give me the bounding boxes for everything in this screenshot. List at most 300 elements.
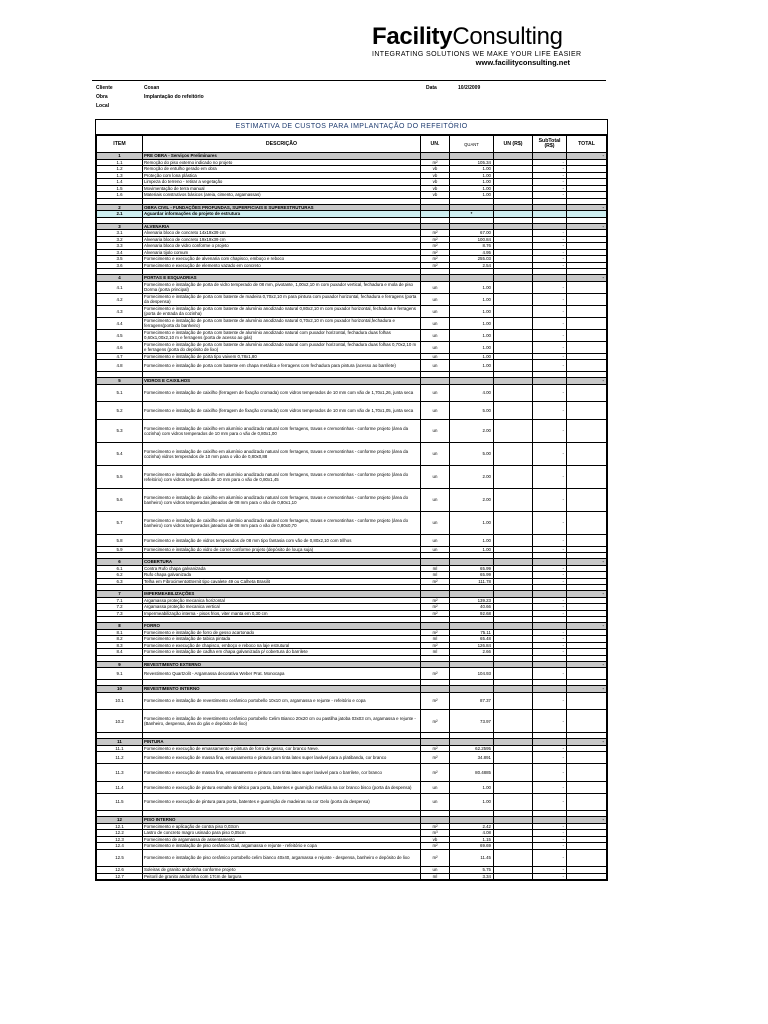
- total-cell: -: [567, 153, 607, 160]
- unit-cell: m³: [421, 830, 450, 837]
- item-cell: 8: [97, 623, 143, 630]
- subtotal-cell: -: [533, 836, 567, 843]
- unit-cell: m²: [421, 159, 450, 166]
- item-cell: 4.2: [97, 293, 143, 305]
- item-cell: 10.1: [97, 692, 143, 710]
- subtotal-cell: -: [533, 511, 567, 534]
- unit-cell: m²: [421, 236, 450, 243]
- item-cell: 5.3: [97, 419, 143, 442]
- table-row: [97, 305, 607, 317]
- subtotal-cell: -: [533, 360, 567, 372]
- table-row: [97, 752, 607, 764]
- unit-cell: un: [421, 546, 450, 553]
- subtotal-cell: -: [533, 793, 567, 811]
- brand-tagline: INTEGRATING SOLUTIONS WE MAKE YOUR LIFE EASIER: [372, 51, 582, 58]
- quantity-cell: 5.00: [450, 442, 494, 465]
- subtotal-cell: -: [533, 636, 567, 643]
- item-cell: 3.6: [97, 262, 143, 269]
- unit-cell: m²: [421, 764, 450, 782]
- quantity-cell: 8.76: [450, 243, 494, 250]
- description-cell: Movimentação de terra manual: [143, 185, 421, 192]
- unit-cell: vb: [421, 172, 450, 179]
- subtotal-cell: -: [533, 281, 567, 293]
- total-cell: [567, 793, 607, 811]
- unit-cell: un: [421, 442, 450, 465]
- description-cell: Aguardar informações do projeto de estrutura: [143, 211, 421, 218]
- description-cell: Fornecimento e execução de massa fina, emassamento e pintura com tinta latex super lavável para a platibanda, cor branco: [143, 752, 421, 764]
- total-cell: [567, 764, 607, 782]
- quantity-cell: 2.00: [450, 465, 494, 488]
- quantity-cell: 104.93: [450, 668, 494, 680]
- document-meta: [96, 84, 516, 112]
- item-cell: 9: [97, 661, 143, 668]
- unit-cell: vb: [421, 179, 450, 186]
- unit-cell: un: [421, 781, 450, 793]
- item-cell: 12.6: [97, 867, 143, 874]
- table-row: [97, 534, 607, 546]
- quantity-cell: 65.48: [450, 636, 494, 643]
- description-cell: Fornecimento e execução de pintura para porta, batentes e guarnição de madeiras na cor Gelo (porta da despensa): [143, 793, 421, 811]
- item-cell: 12.1: [97, 823, 143, 830]
- quantity-cell: 126.84: [450, 642, 494, 649]
- description-cell: Alvenaria tijolo comum: [143, 249, 421, 256]
- item-cell: 6: [97, 559, 143, 566]
- data-label: Data: [426, 85, 437, 91]
- unit-cell: un: [421, 867, 450, 874]
- quantity-cell: 1.00: [450, 317, 494, 329]
- description-cell: IMPERMEABILIZAÇÕES: [143, 591, 421, 598]
- subtotal-cell: -: [533, 262, 567, 269]
- quantity-cell: 1.00: [450, 172, 494, 179]
- subtotal-cell: -: [533, 745, 567, 752]
- quantity-cell: 2.54: [450, 262, 494, 269]
- subtotal-cell: -: [533, 249, 567, 256]
- subtotal-cell: -: [533, 572, 567, 579]
- item-cell: 4.8: [97, 360, 143, 372]
- brand-url: www.facilityconsulting.net: [475, 58, 570, 67]
- item-cell: 5: [97, 378, 143, 385]
- item-cell: 5.4: [97, 442, 143, 465]
- quantity-cell: 34.891: [450, 752, 494, 764]
- subtotal-cell: -: [533, 488, 567, 511]
- item-cell: 2: [97, 204, 143, 211]
- quantity-cell: 255.03: [450, 256, 494, 263]
- table-row: [97, 793, 607, 811]
- subtotal-cell: -: [533, 341, 567, 353]
- total-cell: -: [567, 661, 607, 668]
- description-cell: PRE OBRA - Serviços Preliminares: [143, 153, 421, 160]
- subtotal-cell: -: [533, 402, 567, 420]
- quantity-cell: 1.00: [450, 305, 494, 317]
- header-divider: [92, 80, 606, 81]
- item-cell: 1.6: [97, 192, 143, 199]
- subtotal-cell: -: [533, 578, 567, 585]
- quantity-cell: 4.00: [450, 384, 494, 402]
- subtotal-cell: -: [533, 873, 567, 880]
- subtotal-cell: -: [533, 172, 567, 179]
- unit-cell: m²: [421, 668, 450, 680]
- quantity-cell: 1.00: [450, 166, 494, 173]
- item-cell: 7.1: [97, 597, 143, 604]
- table-row: [97, 419, 607, 442]
- item-cell: 11.2: [97, 752, 143, 764]
- unit-price-cell: [494, 402, 533, 420]
- subtotal-cell: -: [533, 604, 567, 611]
- brand-name: FacilityConsulting: [372, 23, 563, 50]
- total-cell: -: [567, 591, 607, 598]
- unit-cell: un: [421, 329, 450, 341]
- total-cell: [567, 488, 607, 511]
- table-row: [97, 488, 607, 511]
- subtotal-cell: -: [533, 843, 567, 850]
- header-quant: QUANT: [450, 136, 494, 153]
- quantity-cell: 1.00: [450, 329, 494, 341]
- description-cell: Fornecimento e execução de emassamento e pintura de forro de gesso, cor branco Neve.: [143, 745, 421, 752]
- item-cell: 11.3: [97, 764, 143, 782]
- unit-cell: un: [421, 305, 450, 317]
- description-cell: Rufo chapa galvanizada: [143, 572, 421, 579]
- subtotal-cell: -: [533, 419, 567, 442]
- quantity-cell: 73.97: [450, 710, 494, 733]
- description-cell: Peitoril de granito andorinha com 17cm de largura: [143, 873, 421, 880]
- description-cell: Fornecimento e instalação de revestimento cerâmico portobello Celim Bianco 20x20 cm ou pastilha jatoba 03x03 cm, argamassa e rejunte - (Banheiro, despensa, área do gás e depósito de lixo): [143, 710, 421, 733]
- description-cell: OBRA CIVIL - FUNDAÇÕES PROFUNDAS, SUPERFICIAIS E SUPERESTRUTURAS: [143, 204, 421, 211]
- description-cell: Fornecimento e instalação de caixilho (ferragem de fixação cromada) com vidros temperados de 10 mm com vão de 1,70x1,05, junta seca: [143, 402, 421, 420]
- description-cell: Fornecimento e instalação de caixilho em alumínio anodizado natural com ferragens, travas e cremontinhas - conforme projeto (área da cozinha) com vidros temperados de 10 mm para o vão de 0,80x1,00: [143, 419, 421, 442]
- description-cell: Fornecimento e instalação de cadha em chapa galvanizada p/ cobertura do barrilete: [143, 649, 421, 656]
- description-cell: Fornecimento e instalação de caixilho em alumínio anodizado natural com ferragens, travas e cremontinhas - conforme projeto (área da cozinha) vidros temperados de 10 mm para o vão de 0,80x0,88: [143, 442, 421, 465]
- item-cell: 3.4: [97, 249, 143, 256]
- unit-price-cell: [494, 419, 533, 442]
- quantity-cell: 1.00: [450, 793, 494, 811]
- subtotal-cell: -: [533, 781, 567, 793]
- sheet-title: ESTIMATIVA DE CUSTOS PARA IMPLANTAÇÃO DO REFEITÓRIO: [96, 120, 607, 135]
- unit-cell: un: [421, 341, 450, 353]
- quantity-cell: 1.00: [450, 185, 494, 192]
- subtotal-cell: -: [533, 823, 567, 830]
- subtotal-cell: -: [533, 256, 567, 263]
- description-cell: Fornecimento e execução de elemento vazado em concreto: [143, 262, 421, 269]
- description-cell: Telha em FibrocimentoEternit tipo cavalete 49 ou Calheta Brasilit: [143, 578, 421, 585]
- item-cell: 5.5: [97, 465, 143, 488]
- table-row: [97, 692, 607, 710]
- data-value: 10/2/2009: [458, 85, 481, 91]
- subtotal-cell: -: [533, 668, 567, 680]
- quantity-cell: 80.4885: [450, 764, 494, 782]
- unit-price-cell: [494, 873, 533, 880]
- table-row: [97, 360, 607, 372]
- unit-cell: m²: [421, 745, 450, 752]
- description-cell: Remoção do piso externo indicado no projeto: [143, 159, 421, 166]
- description-cell: Fornecimento e instalação de porta tipo vaivem 0,78x1,80: [143, 353, 421, 360]
- description-cell: PORTAS E ESQUADRIAS: [143, 275, 421, 282]
- quantity-cell: 1.00: [450, 293, 494, 305]
- unit-price-cell: [494, 442, 533, 465]
- unit-cell: vb: [421, 192, 450, 199]
- item-cell: 5.8: [97, 534, 143, 546]
- item-cell: 1.4: [97, 179, 143, 186]
- subtotal-cell: -: [533, 565, 567, 572]
- description-cell: Fornecimento e aplicação de contra piso 0,03cm: [143, 823, 421, 830]
- item-cell: 4.4: [97, 317, 143, 329]
- item-cell: 3.2: [97, 236, 143, 243]
- unit-cell: ml: [421, 873, 450, 880]
- unit-cell: m²: [421, 230, 450, 237]
- header-unit-price: UN (R$): [494, 136, 533, 153]
- unit-price-cell: [494, 465, 533, 488]
- total-cell: [567, 781, 607, 793]
- unit-cell: un: [421, 488, 450, 511]
- item-cell: 5.6: [97, 488, 143, 511]
- description-cell: Fornecimento e instalação de porta com batente de alumínio anodizado natural com puxador horizontal, fechadura duas folhas 0,70x2,10 m e ferragens (porta do depósito de lixo): [143, 341, 421, 353]
- subtotal-cell: -: [533, 166, 567, 173]
- description-cell: Fornecimento e instalação de forro de gesso acartonado: [143, 629, 421, 636]
- item-cell: 6.3: [97, 578, 143, 585]
- table-row: [97, 873, 607, 880]
- subtotal-cell: -: [533, 159, 567, 166]
- total-cell: [567, 442, 607, 465]
- item-cell: 6.1: [97, 565, 143, 572]
- quantity-cell: 2.66: [450, 649, 494, 656]
- unit-cell: m²: [421, 692, 450, 710]
- quantity-cell: 75.11: [450, 629, 494, 636]
- total-cell: -: [567, 204, 607, 211]
- total-cell: [567, 317, 607, 329]
- subtotal-cell: -: [533, 597, 567, 604]
- table-row: [97, 764, 607, 782]
- table-row: [97, 402, 607, 420]
- item-cell: 5.1: [97, 384, 143, 402]
- description-cell: Alvenaria bloco de vidro conforme o projeto: [143, 243, 421, 250]
- total-cell: -: [567, 686, 607, 693]
- quantity-cell: 4.08: [450, 830, 494, 837]
- subtotal-cell: -: [533, 629, 567, 636]
- unit-cell: m²: [421, 578, 450, 585]
- quantity-cell: 1.00: [450, 353, 494, 360]
- unit-cell: un: [421, 281, 450, 293]
- total-cell: [567, 293, 607, 305]
- total-cell: [567, 534, 607, 546]
- obra-value: Implantação do refeitório: [144, 94, 204, 100]
- header-total: TOTAL: [567, 136, 607, 153]
- quantity-cell: 4.95: [450, 249, 494, 256]
- total-cell: -: [567, 739, 607, 746]
- description-cell: Fornecimento e execução de massa fina, emassamento e pintura com tinta latex super lavável para o barrilete, cor branco: [143, 764, 421, 782]
- item-cell: 11.5: [97, 793, 143, 811]
- total-cell: [567, 849, 607, 867]
- quantity-cell: 1.00: [450, 781, 494, 793]
- header-subtotal: SubTotal (R$): [533, 136, 567, 153]
- subtotal-cell: -: [533, 546, 567, 553]
- description-cell: VIDROS E CAIXILHOS: [143, 378, 421, 385]
- subtotal-cell: -: [533, 230, 567, 237]
- subtotal-cell: -: [533, 849, 567, 867]
- item-cell: 2.1: [97, 211, 143, 218]
- subtotal-cell: -: [533, 610, 567, 617]
- description-cell: Fornecimento e instalação de caixilho em alumínio anodizado natural com ferragens, travas e cremontinhas - conforme projeto (área do banheiro) com vidros temperados jateados de 08 mm para o vão de 0,80x0,70: [143, 511, 421, 534]
- unit-cell: m²: [421, 642, 450, 649]
- unit-price-cell: [494, 305, 533, 317]
- total-cell: -: [567, 275, 607, 282]
- table-row: [97, 511, 607, 534]
- total-cell: -: [567, 223, 607, 230]
- cost-estimate-sheet: [95, 119, 608, 881]
- description-cell: Revestimento Quartzolit - Argamassa decorativa Weber Prat. Monocapa: [143, 668, 421, 680]
- unit-cell: ml: [421, 636, 450, 643]
- item-cell: 4.3: [97, 305, 143, 317]
- total-cell: [567, 511, 607, 534]
- item-cell: 10: [97, 686, 143, 693]
- unit-cell: un: [421, 511, 450, 534]
- subtotal-cell: -: [533, 185, 567, 192]
- total-cell: [567, 329, 607, 341]
- item-cell: 12.7: [97, 873, 143, 880]
- obra-label: Obra: [96, 94, 108, 100]
- total-cell: [567, 305, 607, 317]
- quantity-cell: 2.42: [450, 823, 494, 830]
- description-cell: Fornecimento e instalação de caixilho em alumínio anodizado natural com ferragens, travas e cremontinhas - conforme projeto (área do refeitório) com vidros temperados de 10 mm para o vão de 0,80x1,45: [143, 465, 421, 488]
- description-cell: Fornecimento e instalação de caixilho em alumínio anodizado natural com ferragens, travas e cremontinhas - conforme projeto (área do banheiro) com vidros temperados jateados de 08 mm para o vão de 0,80x1,10: [143, 488, 421, 511]
- table-row: [97, 668, 607, 680]
- unit-cell: m²: [421, 849, 450, 867]
- unit-cell: un: [421, 384, 450, 402]
- description-cell: Fornecimento de argamassa de assentamento: [143, 836, 421, 843]
- unit-cell: un: [421, 360, 450, 372]
- unit-cell: m²: [421, 249, 450, 256]
- item-cell: 1.3: [97, 172, 143, 179]
- table-row: [97, 293, 607, 305]
- unit-cell: m²: [421, 752, 450, 764]
- subtotal-cell: -: [533, 752, 567, 764]
- unit-price-cell: [494, 341, 533, 353]
- description-cell: Materiais construtivos básicos (areia, cimento, argamassas): [143, 192, 421, 199]
- quantity-cell: 5.00: [450, 402, 494, 420]
- description-cell: Argamassa proteção mecanica horizontal: [143, 597, 421, 604]
- unit-cell: un: [421, 293, 450, 305]
- unit-price-cell: [494, 511, 533, 534]
- unit-price-cell: [494, 384, 533, 402]
- description-cell: COBERTURA: [143, 559, 421, 566]
- description-cell: Fornecimento e instalação do vidro de correr conforme projeto (depósito de louça suja): [143, 546, 421, 553]
- quantity-cell: 2.00: [450, 419, 494, 442]
- table-row: [97, 442, 607, 465]
- unit-cell: un: [421, 317, 450, 329]
- unit-cell: un: [421, 793, 450, 811]
- unit-cell: vb: [421, 166, 450, 173]
- description-cell: Fornecimento e instalação de porta com batente de alumínio anodizado natural com puxador horizontal, fechadura duas folhas 0,60x1,00x2,10 m e ferragens (porta de acesso ao gás): [143, 329, 421, 341]
- subtotal-cell: -: [533, 442, 567, 465]
- subtotal-cell: -: [533, 179, 567, 186]
- table-row: [97, 317, 607, 329]
- description-cell: Fornecimento e instalação de caixilho (ferragem de fixação cromada) com vidros temperados de 10 mm com vão de 1,70x1,26, junta seca: [143, 384, 421, 402]
- total-cell: -: [567, 817, 607, 824]
- item-cell: 10.2: [97, 710, 143, 733]
- table-row: [97, 329, 607, 341]
- total-cell: [567, 465, 607, 488]
- quantity-cell: 67.00: [450, 230, 494, 237]
- description-cell: PISO INTERNO: [143, 817, 421, 824]
- header-item: ITEM: [97, 136, 143, 153]
- item-cell: 4.6: [97, 341, 143, 353]
- unit-price-cell: [494, 849, 533, 867]
- subtotal-cell: -: [533, 830, 567, 837]
- quantity-cell: 92.68: [450, 610, 494, 617]
- table-row: [97, 384, 607, 402]
- total-cell: [567, 341, 607, 353]
- item-cell: 8.2: [97, 636, 143, 643]
- item-cell: 6.2: [97, 572, 143, 579]
- total-cell: -: [567, 559, 607, 566]
- quantity-cell: 1.00: [450, 341, 494, 353]
- unit-cell: m²: [421, 843, 450, 850]
- description-cell: Fornecimento e instalação de porta com batente em chapa metálica e ferragens com fechadura para pintura (acesso ao barrilete): [143, 360, 421, 372]
- total-cell: [567, 668, 607, 680]
- unit-cell: vb: [421, 185, 450, 192]
- unit-price-cell: [494, 281, 533, 293]
- table-row: [97, 341, 607, 353]
- unit-cell: un: [421, 353, 450, 360]
- description-cell: Fornecimento e instalação de revestimento cerâmico portobello 10x10 cm, argamassa e rejunte - refeitório e copa: [143, 692, 421, 710]
- unit-cell: m²: [421, 262, 450, 269]
- subtotal-cell: -: [533, 764, 567, 782]
- unit-price-cell: [494, 329, 533, 341]
- description-cell: Soleiras de granito andorinha conforme projeto: [143, 867, 421, 874]
- quantity-cell: 65.99: [450, 565, 494, 572]
- unit-cell: un: [421, 534, 450, 546]
- description-cell: REVESTIMENTO INTERNO: [143, 686, 421, 693]
- unit-cell: m²: [421, 597, 450, 604]
- unit-price-cell: [494, 317, 533, 329]
- table-row: [97, 710, 607, 733]
- table-header-row: [97, 136, 607, 153]
- unit-price-cell: [494, 293, 533, 305]
- item-cell: 4: [97, 275, 143, 282]
- item-cell: 11.4: [97, 781, 143, 793]
- subtotal-cell: -: [533, 192, 567, 199]
- subtotal-cell: -: [533, 710, 567, 733]
- item-cell: 7.2: [97, 604, 143, 611]
- description-cell: Fornecimento e instalação de piso cerâmico Gail, argamassa e rejunte - refeitório e copa: [143, 843, 421, 850]
- cliente-label: Cliente: [96, 85, 113, 91]
- subtotal-cell: -: [533, 867, 567, 874]
- table-row: [97, 465, 607, 488]
- unit-cell: vb: [421, 836, 450, 843]
- quantity-cell: 100.84: [450, 236, 494, 243]
- item-cell: 3.5: [97, 256, 143, 263]
- quantity-cell: 1.15: [450, 836, 494, 843]
- unit-cell: m²: [421, 256, 450, 263]
- description-cell: Alvenaria bloco de concreto 14x19x39 cm: [143, 230, 421, 237]
- quantity-cell: 1.00: [450, 179, 494, 186]
- quantity-cell: 69.69: [450, 843, 494, 850]
- quantity-cell: 105.34: [450, 159, 494, 166]
- total-cell: [567, 873, 607, 880]
- item-cell: 3: [97, 223, 143, 230]
- description-cell: Fornecimento e instalação de porta com batente de madeira 0,70x2,10 m para pintura com puxador horizontal, fechadura e ferragens (porta da despensa): [143, 293, 421, 305]
- unit-cell: un: [421, 465, 450, 488]
- total-cell: [567, 281, 607, 293]
- item-cell: 4.7: [97, 353, 143, 360]
- unit-price-cell: [494, 710, 533, 733]
- total-cell: [567, 752, 607, 764]
- unit-cell: un: [421, 419, 450, 442]
- description-cell: Alvenaria bloco de concreto 19x19x39 cm: [143, 236, 421, 243]
- unit-cell: m²: [421, 243, 450, 250]
- subtotal-cell: -: [533, 353, 567, 360]
- subtotal-cell: -: [533, 649, 567, 656]
- unit-cell: ml: [421, 565, 450, 572]
- item-cell: 11.1: [97, 745, 143, 752]
